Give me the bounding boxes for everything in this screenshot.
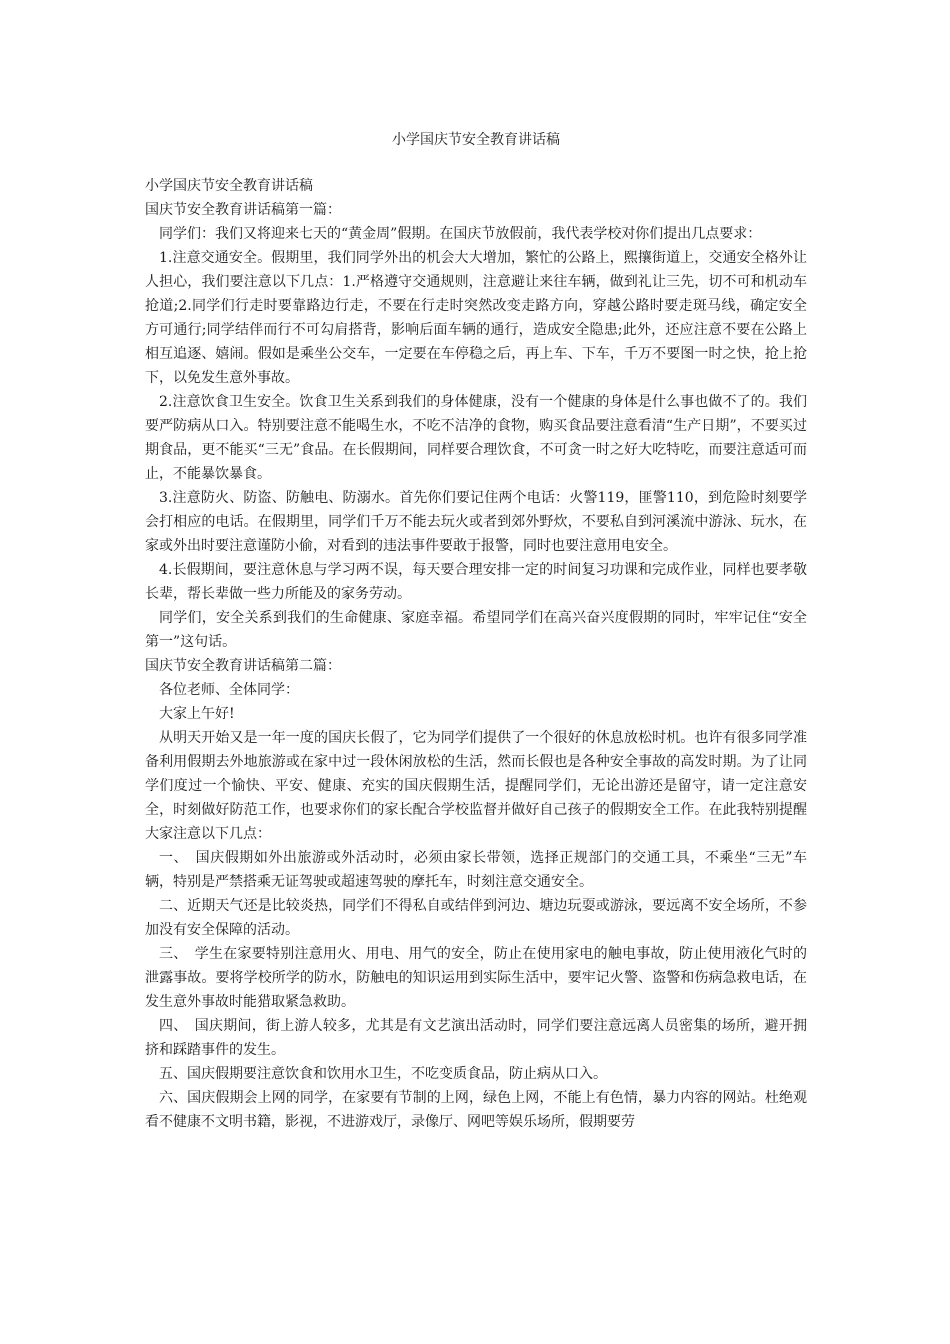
document-title: 小学国庆节安全教育讲话稿	[392, 132, 560, 148]
paragraph-point-three: 三、 学生在家要特别注意用火、用电、用气的安全，防止在使用家电的触电事故，防止使用液化气时的泄露事故。要将学校所学的防水，防触电的知识运用到实际生活中，要牢记火警、盗警和伤病急救电话，在发生意外事故时能猎取紧急救助。	[145, 946, 807, 1010]
paragraph-study-rest: 4.长假期间，要注意休息与学习两不误，每天要合理安排一定的时间复习功课和完成作业，同样也要孝敬长辈，帮长辈做一些力所能及的家务劳动。	[145, 562, 807, 602]
paragraph-introduction: 从明天开始又是一年一度的国庆长假了，它为同学们提供了一个很好的休息放松时机。也许有很多同学准备利用假期去外地旅游或在家中过一段休闲放松的生活，然而长假也是各种安全事故的高发时期。为了让同学们度过一个愉快、平安、健康、充实的国庆假期生活，提醒同学们，无论出游还是留守，请一定注意安全，时刻做好防范工作，也要求你们的家长配合学校监督并做好自己孩子的假期安全工作。在此我特别提醒大家注意以下几点：	[145, 730, 807, 842]
document-page	[145, 118, 807, 1134]
paragraph-point-five: 五、国庆假期要注意饮食和饮用水卫生，不吃变质食品，防止病从口入。	[159, 1066, 607, 1082]
paragraph-point-four: 四、 国庆期间，街上游人较多，尤其是有文艺演出活动时，同学们要注意远离人员密集的场所，避开拥挤和踩踏事件的发生。	[145, 1018, 807, 1058]
section-heading-second: 国庆节安全教育讲话稿第二篇：	[145, 658, 341, 674]
section-heading-first: 国庆节安全教育讲话稿第一篇：	[145, 202, 341, 218]
paragraph-point-two: 二、近期天气还是比较炎热，同学们不得私自或结伴到河边、塘边玩耍或游泳，要远离不安全场所，不参加没有安全保障的活动。	[145, 898, 807, 938]
paragraph-point-one: 一、 国庆假期如外出旅游或外活动时，必须由家长带领，选择正规部门的交通工具，不乘坐“三无”车辆，特别是严禁搭乘无证驾驶或超速驾驶的摩托车，时刻注意交通安全。	[145, 850, 807, 890]
paragraph-fire-theft-safety: 3.注意防火、防盗、防触电、防溺水。首先你们要记住两个电话：火警119，匪警110，到危险时刻要学会打相应的电话。在假期里，同学们千万不能去玩火或者到郊外野炊，不要私自到河溪流中游泳、玩水，在家或外出时要注意谨防小偷，对看到的违法事件要敢于报警，同时也要注意用电安全。	[145, 490, 807, 554]
paragraph-salutation: 各位老师、全体同学：	[159, 682, 299, 698]
paragraph-greeting: 同学们：我们又将迎来七天的“黄金周”假期。在国庆节放假前，我代表学校对你们提出几点要求：	[159, 226, 762, 242]
paragraph-point-six: 六、国庆假期会上网的同学，在家要有节制的上网，绿色上网，不能上有色情，暴力内容的网站。杜绝观看不健康不文明书籍，影视，不进游戏厅，录像厅、网吧等娱乐场所，假期要劳	[145, 1090, 807, 1130]
paragraph-traffic-safety: 1.注意交通安全。假期里，我们同学外出的机会大大增加，繁忙的公路上，熙攘街道上，交通安全格外让人担心，我们要注意以下几点：1.严格遵守交通规则，注意避让来往车辆，做到礼让三先，切不可和机动车抢道;2.同学们行走时要靠路边行走，不要在行走时突然改变走路方向，穿越公路时要走斑马线，确定安全方可通行;同学结伴而行不可勾肩搭背，影响后面车辆的通行，造成安全隐患;此外，还应注意不要在公路上相互追逐、嬉闹。假如是乘坐公交车，一定要在车停稳之后，再上车、下车，千万不要图一时之快，抢上抢下，以免发生意外事故。	[145, 250, 807, 386]
paragraph-good-morning: 大家上午好!	[159, 706, 235, 722]
paragraph-food-safety: 2.注意饮食卫生安全。饮食卫生关系到我们的身体健康，没有一个健康的身体是什么事也做不了的。我们要严防病从口入。特别要注意不能喝生水，不吃不洁净的食物，购买食品要注意看清“生产日期”，不要买过期食品，更不能买“三无”食品。在长假期间，同样要合理饮食，不可贪一时之好大吃特吃，而要注意适可而止，不能暴饮暴食。	[145, 394, 807, 482]
paragraph-closing: 同学们，安全关系到我们的生命健康、家庭幸福。希望同学们在高兴奋兴度假期的同时，牢牢记住“安全第一”这句话。	[145, 610, 807, 650]
subtitle-line: 小学国庆节安全教育讲话稿	[145, 178, 313, 194]
